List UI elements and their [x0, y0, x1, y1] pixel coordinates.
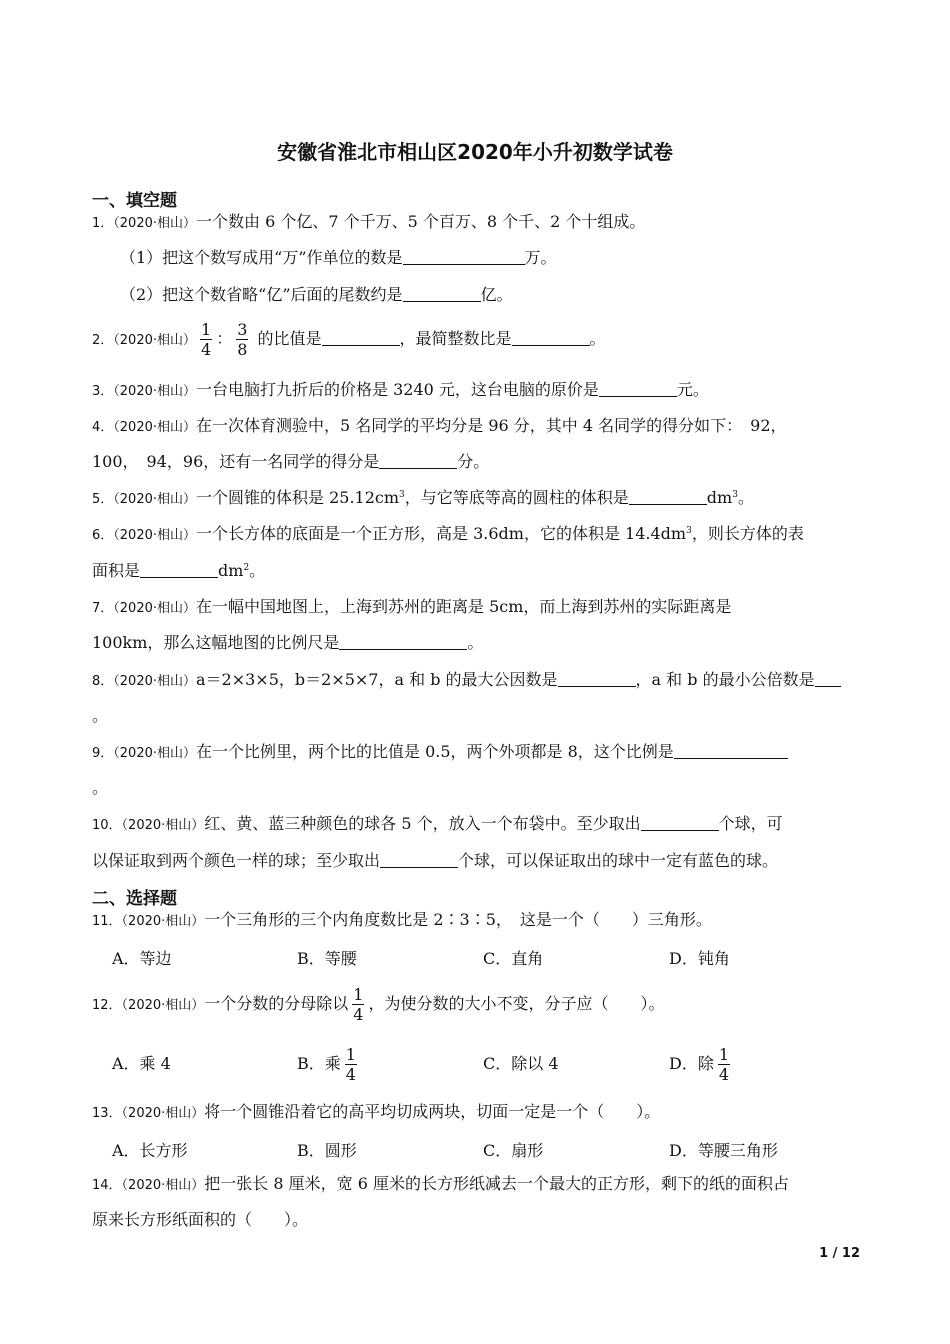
- answer-blank: [512, 329, 590, 346]
- question-14-line-2: 原来长方形纸面积的（ ）。: [92, 1210, 309, 1229]
- page-title: 安徽省淮北市相山区2020年小升初数学试卷: [277, 140, 673, 164]
- answer-blank: [674, 742, 788, 759]
- answer-blank: [629, 488, 707, 505]
- answer-blank: [140, 561, 218, 578]
- q13-option-a[interactable]: A．长方形: [112, 1141, 188, 1160]
- answer-blank: [641, 814, 719, 831]
- question-12: 12．（2020·相山）一个分数的分母除以 $\frac{1}{4}$ ，为使分数的大小不变，分子应（ ）。: [92, 985, 665, 1024]
- q11-option-d[interactable]: D．钝角: [669, 949, 730, 968]
- q12-option-c[interactable]: C．除以 4: [483, 1054, 559, 1073]
- answer-blank: [379, 452, 457, 469]
- question-14: 14．（2020·相山）把一张长 8 厘米，宽 6 厘米的长方形纸减去一个最大的正方形，剩下的纸的面积占: [92, 1174, 789, 1193]
- answer-blank: [403, 248, 525, 265]
- question-10: 10．（2020·相山）红、黄、蓝三种颜色的球各 5 个，放入一个布袋中。至少取出 个球，可: [92, 814, 783, 833]
- question-13: 13．（2020·相山）将一个圆锥沿着它的高平均切成两块，切面一定是一个（ ）。: [92, 1102, 661, 1121]
- q12-option-a[interactable]: A．乘 4: [112, 1054, 171, 1073]
- answer-blank: [339, 633, 467, 650]
- answer-blank: [599, 380, 677, 397]
- fraction-1-4: $\frac{1}{4}$: [718, 1045, 730, 1084]
- question-4-line-2: 100， 94，96，还有一名同学的得分是 分。: [92, 452, 490, 471]
- question-6-line-2: 面积是 $dm^2$。: [92, 561, 266, 580]
- question-1-part-1: （1）把这个数写成用“万”作单位的数是 万。: [120, 248, 557, 267]
- question-2: 2．（2020·相山） $\frac{1}{4}$ ： $\frac{3}{8}$ 的比值是 ，最简整数比是 。: [92, 320, 606, 359]
- question-number: 1．: [92, 216, 114, 231]
- question-7: 7．（2020·相山）在一幅中国地图上，上海到苏州的距离是 5cm，而上海到苏州的实际距离是: [92, 597, 732, 616]
- q12-option-b[interactable]: B．乘 $\frac{1}{4}$: [297, 1045, 356, 1084]
- answer-blank: [815, 670, 841, 687]
- question-6: 6．（2020·相山）一个长方体的底面是一个正方形，高是 3.6dm，它的体积是 $14.4dm^3$，则长方体的表: [92, 524, 804, 543]
- question-4: 4．（2020·相山）在一次体育测验中，5 名同学的平均分是 96 分，其中 4 名同学的得分如下： 92，: [92, 416, 787, 435]
- question-8: 8．（2020·相山）a＝2×3×5，b＝2×5×7，a 和 b 的最大公因数是 ，a 和 b 的最小公倍数是: [92, 670, 841, 692]
- section-fill-heading: 一、填空题: [92, 191, 177, 211]
- question-text: 一个数由 6 个亿、7 个千万、5 个百万、8 个千、2 个十组成。: [196, 212, 646, 231]
- question-1: [92, 212, 645, 234]
- fraction-3-8: $\frac{3}{8}$: [237, 320, 248, 359]
- answer-blank: [558, 670, 636, 687]
- q11-option-c[interactable]: C．直角: [483, 949, 544, 968]
- answer-blank: [380, 851, 458, 868]
- question-10-line-2: 以保证取到两个颜色一样的球；至少取出 个球，可以保证取出的球中一定有蓝色的球。: [92, 851, 779, 870]
- question-3: 3．（2020·相山）一台电脑打九折后的价格是 3240 元，这台电脑的原价是 元。: [92, 380, 709, 399]
- fraction-1-4: $\frac{1}{4}$: [201, 320, 212, 359]
- question-8-line-2: 。: [92, 706, 109, 725]
- q11-option-a[interactable]: A．等边: [112, 949, 172, 968]
- section-choice-heading: 二、选择题: [92, 889, 177, 909]
- question-9-line-2: 。: [92, 778, 109, 797]
- question-5: 5．（2020·相山）一个圆锥的体积是 $25.12cm^3$，与它等底等高的圆柱的体积是 $dm^3$。: [92, 488, 754, 507]
- question-9: 9．（2020·相山）在一个比例里，两个比的比值是 0.5，两个外项都是 8，这个比例是: [92, 742, 788, 764]
- fraction-1-4: $\frac{1}{4}$: [353, 985, 364, 1024]
- question-source: （2020·相山）: [113, 216, 196, 231]
- q13-option-b[interactable]: B．圆形: [297, 1141, 357, 1160]
- question-11: 11．（2020·相山）一个三角形的三个内角度数比是 2∶3∶5， 这是一个（ ）三角形。: [92, 910, 712, 929]
- q13-option-c[interactable]: C．扇形: [483, 1141, 544, 1160]
- answer-blank: [403, 285, 481, 302]
- q12-option-d[interactable]: D．除 $\frac{1}{4}$: [669, 1045, 730, 1084]
- question-1-part-2: （2）把这个数省略“亿”后面的尾数约是 亿。: [120, 285, 513, 304]
- page-number: 1 / 12: [819, 1246, 860, 1261]
- q13-option-d[interactable]: D．等腰三角形: [669, 1141, 778, 1160]
- answer-blank: [322, 329, 400, 346]
- q11-option-b[interactable]: B．等腰: [297, 949, 357, 968]
- question-7-line-2: 100km，那么这幅地图的比例尺是 。: [92, 633, 484, 652]
- fraction-1-4: $\frac{1}{4}$: [345, 1045, 356, 1084]
